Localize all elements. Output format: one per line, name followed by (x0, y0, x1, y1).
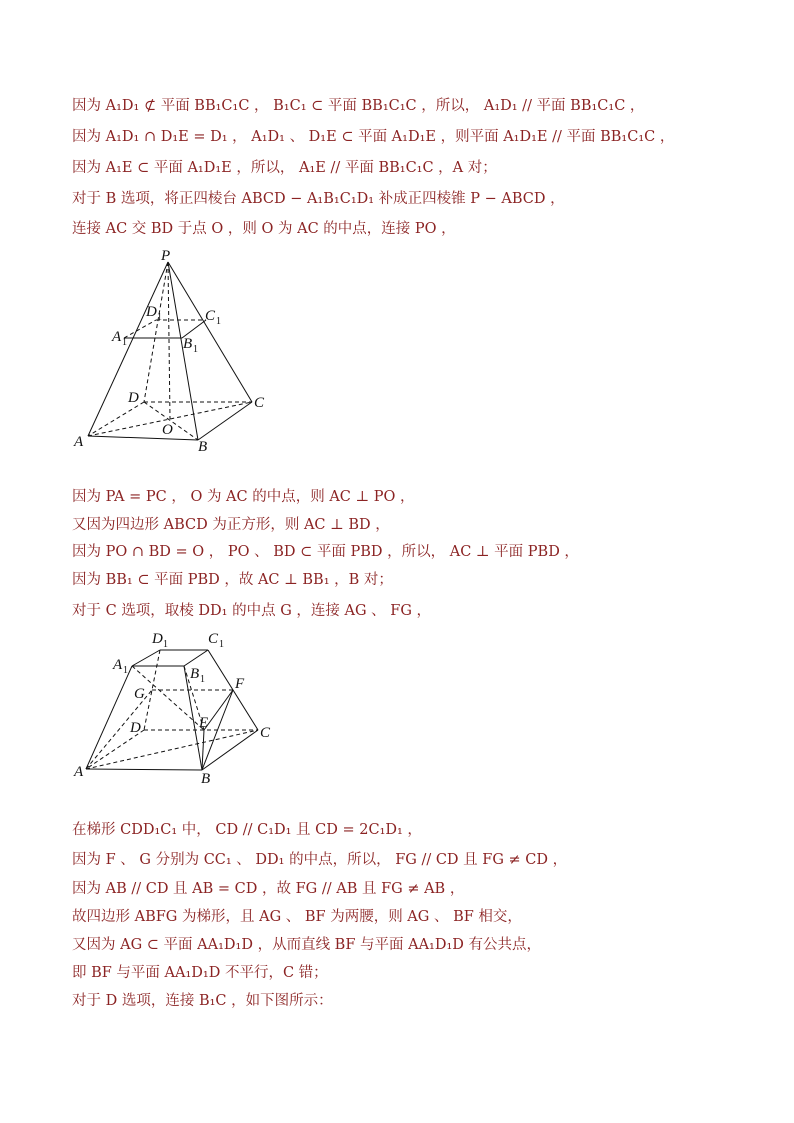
label-B1-sub: 1 (193, 344, 198, 355)
label-D1: D (146, 304, 157, 320)
text-line-13: 因为 AB // CD 且 AB = CD ，故 FG // AB 且 FG ≠ AB ， (72, 881, 465, 897)
label-C1-sub: 1 (216, 316, 221, 327)
text-line-8: 因为 PO ∩ BD = O ， PO 、 BD ⊂ 平面 PBD ，所以， AC ⊥ 平面 PBD ， (72, 544, 579, 560)
label-B1: B (183, 336, 193, 352)
text-line-10: 对于 C 选项，取棱 DD₁ 的中点 G ，连接 AG 、 FG ， (72, 603, 432, 619)
label-A: A (74, 434, 84, 450)
pyramid-figure (70, 244, 280, 456)
text-line-3: 因为 A₁E ⊂ 平面 A₁D₁E ，所以， A₁E // 平面 BB₁C₁C ，A 对； (72, 160, 497, 176)
label-B: B (198, 439, 208, 455)
text-line-11: 在梯形 CDD₁C₁ 中， CD // C₁D₁ 且 CD = 2C₁D₁ ， (72, 822, 422, 838)
label-C1: C (205, 308, 216, 324)
text-line-6: 因为 PA = PC ， O 为 AC 的中点，则 AC ⊥ PO ， (72, 489, 415, 505)
label-B1-sub: 1 (200, 674, 205, 685)
label-C1: C (208, 631, 219, 647)
label-D1-sub: 1 (157, 312, 162, 323)
label-C: C (254, 395, 265, 411)
text-line-5: 连接 AC 交 BD 于点 O ，则 O 为 AC 的中点，连接 PO ， (72, 221, 456, 237)
text-line-15: 又因为 AG ⊂ 平面 AA₁D₁D ，从而直线 BF 与平面 AA₁D₁D 有公共点， (72, 937, 542, 953)
text-line-1: 因为 A₁D₁ ⊄ 平面 BB₁C₁C ， B₁C₁ ⊂ 平面 BB₁C₁C ，所以， A₁D₁ // 平面 BB₁C₁C ， (72, 98, 645, 114)
text-line-12: 因为 F 、 G 分别为 CC₁ 、 DD₁ 的中点，所以， FG // CD 且 FG ≠ CD ， (72, 852, 568, 868)
label-A1-sub: 1 (123, 665, 128, 676)
label-C: C (260, 725, 271, 741)
label-P: P (161, 248, 171, 264)
label-E: E (199, 715, 209, 731)
label-B: B (201, 771, 211, 787)
label-A1: A (113, 657, 123, 673)
text-line-9: 因为 BB₁ ⊂ 平面 PBD ，故 AC ⊥ BB₁ ，B 对； (72, 572, 393, 588)
text-line-2: 因为 A₁D₁ ∩ D₁E = D₁ ， A₁D₁ 、 D₁E ⊂ 平面 A₁D₁E ，则平面 A₁D₁E // 平面 BB₁C₁C ， (72, 129, 675, 145)
label-D1-sub: 1 (163, 639, 168, 650)
label-D: D (130, 720, 141, 736)
label-A: A (74, 764, 84, 780)
label-G: G (134, 686, 145, 702)
label-B1: B (190, 666, 200, 682)
text-line-14: 故四边形 ABFG 为梯形，且 AG 、 BF 为两腰，则 AG 、 BF 相交， (72, 909, 522, 925)
frustum-figure (70, 626, 280, 788)
label-A1: A (112, 329, 122, 345)
text-line-16: 即 BF 与平面 AA₁D₁D 不平行，C 错； (72, 965, 328, 981)
label-F: F (235, 676, 245, 692)
text-line-7: 又因为四边形 ABCD 为正方形，则 AC ⊥ BD ， (72, 517, 390, 533)
label-A1-sub: 1 (122, 337, 127, 348)
label-D1: D (152, 631, 163, 647)
label-C1-sub: 1 (219, 639, 224, 650)
label-D: D (128, 390, 139, 406)
text-line-17: 对于 D 选项，连接 B₁C ，如下图所示： (72, 993, 333, 1009)
label-O: O (162, 422, 173, 438)
text-line-4: 对于 B 选项，将正四棱台 ABCD − A₁B₁C₁D₁ 补成正四棱锥 P − ABCD ， (72, 191, 565, 207)
